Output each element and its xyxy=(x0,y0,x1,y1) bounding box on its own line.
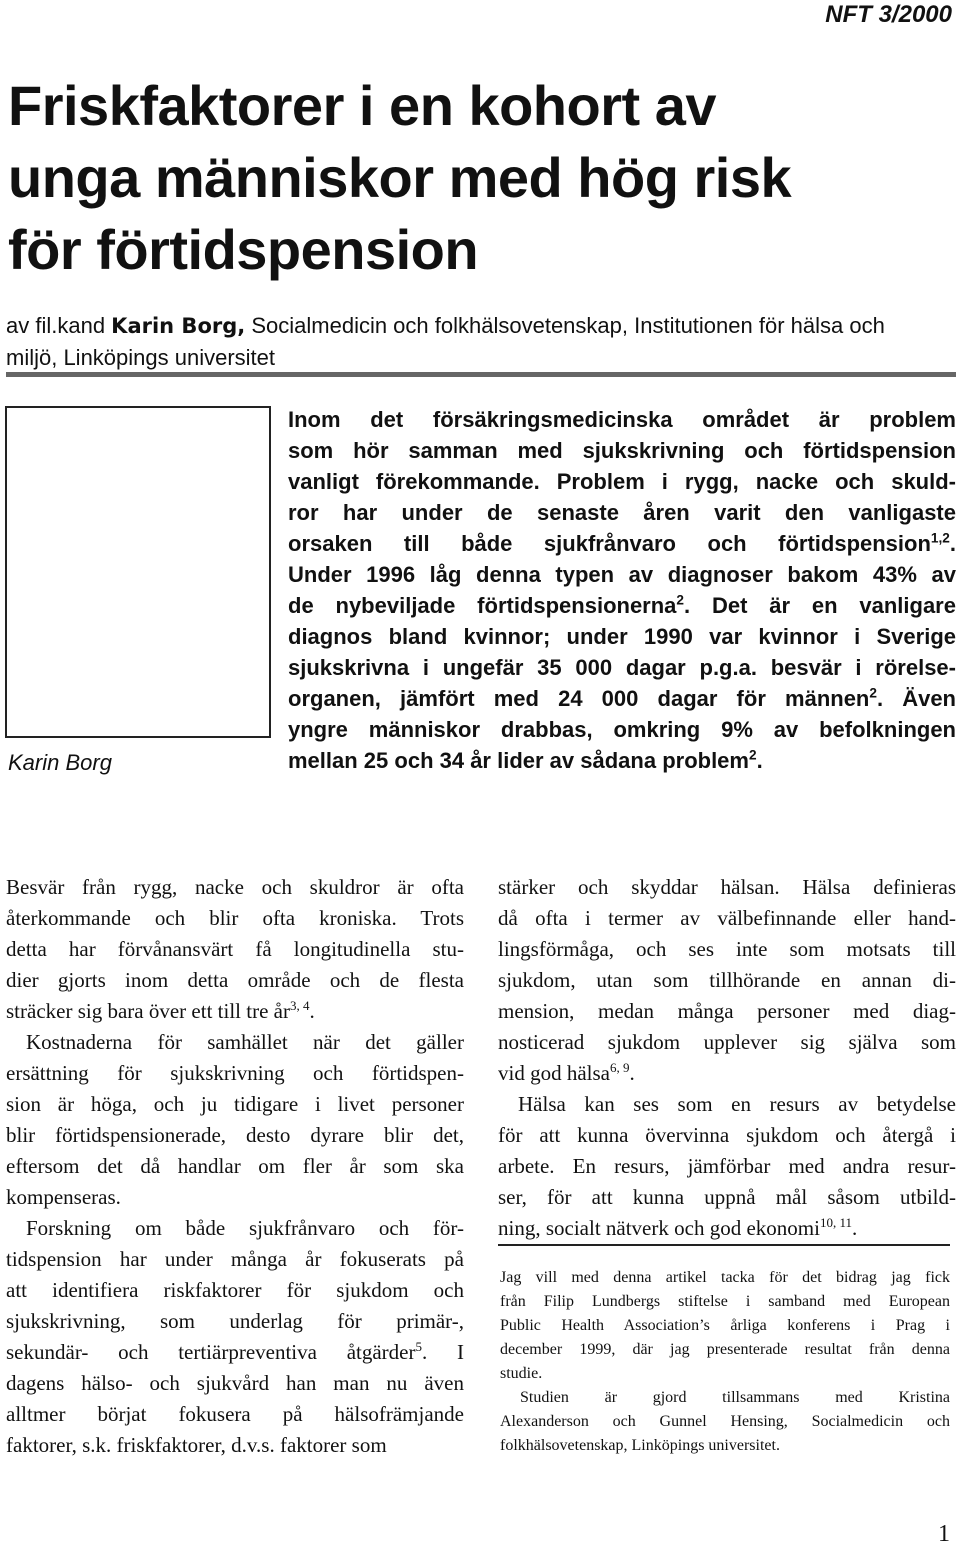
text-line xyxy=(498,1027,956,1058)
text-line xyxy=(498,1058,956,1089)
text-line xyxy=(500,1362,950,1386)
text-segment: sträcker sig bara över ett till tre år xyxy=(6,999,290,1023)
text-line xyxy=(6,1275,464,1306)
text-line xyxy=(498,872,956,903)
text-segment: alltmer börjat fokusera på hälsofrämjande xyxy=(6,1402,464,1426)
text-line xyxy=(288,559,956,590)
text-segment: kompenseras. xyxy=(6,1185,121,1209)
text-segment: Alexanderson och Gunnel Hensing, Socialmedicin och xyxy=(500,1413,950,1430)
text-segment: ersättning för sjukskrivning och förtidspen- xyxy=(6,1061,464,1085)
text-line xyxy=(288,466,956,497)
text-line xyxy=(288,745,956,776)
text-line xyxy=(288,683,956,714)
text-segment: Under 1996 låg denna typen av diagnoser bakom 43% av xyxy=(288,562,956,587)
reference-superscript: 1,2 xyxy=(930,530,950,546)
text-segment: sjukdom, utan som tillhörande en annan di- xyxy=(498,968,956,992)
text-line xyxy=(6,872,464,903)
text-segment: tidspension har under många år fokuserats på xyxy=(6,1247,464,1271)
text-line xyxy=(6,934,464,965)
text-segment: att identifiera riskfaktorer för sjukdom och xyxy=(6,1278,464,1302)
text-segment: Jag vill med denna artikel tacka för det bidrag jag fick xyxy=(500,1269,950,1286)
byline-line xyxy=(6,310,956,342)
acknowledgement-note xyxy=(500,1266,950,1458)
text-line xyxy=(6,1058,464,1089)
text-line xyxy=(288,497,956,528)
text-line xyxy=(498,1120,956,1151)
text-segment: sion är höga, och ju tidigare i livet personer xyxy=(6,1092,464,1116)
reference-superscript: 5 xyxy=(415,1339,422,1354)
text-line xyxy=(498,996,956,1027)
reference-superscript: 6, 9 xyxy=(609,1060,630,1075)
text-segment: Public Health Association’s årliga konferens i Prag i xyxy=(500,1317,950,1334)
text-line xyxy=(6,1213,464,1244)
byline-prefix: av fil.kand xyxy=(6,313,112,338)
text-line xyxy=(6,1027,464,1058)
text-line xyxy=(6,1182,464,1213)
journal-issue: NFT 3/2000 xyxy=(825,1,952,28)
text-line xyxy=(498,1213,956,1244)
text-segment: stärker och skyddar hälsan. Hälsa definieras xyxy=(498,875,956,899)
text-segment: . xyxy=(309,999,315,1023)
text-line xyxy=(6,996,464,1027)
text-line xyxy=(498,965,956,996)
text-segment: då ofta i termer av välbefinnande eller hand- xyxy=(498,906,956,930)
text-line xyxy=(288,435,956,466)
text-segment: . Det är en vanligare xyxy=(684,593,956,618)
text-segment: de nybeviljade förtidspensionerna xyxy=(288,593,677,618)
text-line xyxy=(6,965,464,996)
text-line xyxy=(6,1089,464,1120)
text-segment: mellan 25 och 34 år lider av sådana problem xyxy=(288,748,749,773)
text-segment: december 1999, där jag presenterade resultat från denna xyxy=(500,1341,950,1358)
text-line xyxy=(6,1337,464,1368)
title-line: unga människor med hög risk xyxy=(8,146,792,209)
text-segment: vanligt förekommande. Problem i rygg, nacke och skuld- xyxy=(288,469,956,494)
text-segment: Forskning om både sjukfrånvaro och för- xyxy=(26,1216,464,1240)
text-segment: . xyxy=(756,748,763,773)
title-line: Friskfaktorer i en kohort av xyxy=(8,74,717,137)
author-name: Karin Borg, xyxy=(111,314,246,338)
text-segment: ning, socialt nätverk och god ekonomi xyxy=(498,1216,820,1240)
text-segment: eftersom det då handlar om fler år som ska xyxy=(6,1154,464,1178)
text-line xyxy=(288,714,956,745)
byline-line: miljö, Linköpings universitet xyxy=(6,345,276,370)
text-line xyxy=(6,1368,464,1399)
text-segment: som hör samman med sjukskrivning och förtidspension xyxy=(288,438,956,463)
text-line xyxy=(500,1386,950,1410)
text-segment: Inom det försäkringsmedicinska området är problem xyxy=(288,407,956,432)
text-segment: studie. xyxy=(500,1365,543,1382)
text-line xyxy=(288,621,956,652)
body-column-right xyxy=(498,872,956,1244)
text-segment: diagnos bland kvinnor; under 1990 var kvinnor i Sverige xyxy=(288,624,956,649)
text-line xyxy=(500,1338,950,1362)
text-segment: organen, jämfört med 24 000 dagar för männen xyxy=(288,686,870,711)
photo-caption: Karin Borg xyxy=(8,750,112,775)
reference-superscript: 2 xyxy=(869,685,877,701)
reference-superscript: 2 xyxy=(676,592,684,608)
text-segment: detta har förvånansvärt få longitudinella stu- xyxy=(6,937,464,961)
text-line xyxy=(500,1290,950,1314)
text-segment: lingsförmåga, och ses inte som motsats till xyxy=(498,937,956,961)
note-divider xyxy=(498,1244,950,1246)
text-line xyxy=(6,1430,464,1461)
text-line xyxy=(6,903,464,934)
text-segment: Besvär från rygg, nacke och skuldror är ofta xyxy=(6,875,464,899)
author-photo-frame xyxy=(5,406,271,738)
article-title xyxy=(8,70,948,286)
text-segment: mension, medan många personer med diag- xyxy=(498,999,956,1023)
text-segment: ror har under de senaste åren varit den vanligaste xyxy=(288,500,956,525)
title-divider xyxy=(6,372,956,377)
text-line xyxy=(6,1120,464,1151)
affiliation-text: Socialmedicin och folkhälsovetenskap, Institutionen för hälsa och xyxy=(245,313,885,338)
text-segment: yngre människor drabbas, omkring 9% av befolkningen xyxy=(288,717,956,742)
page-number: 1 xyxy=(938,1521,950,1547)
text-line xyxy=(500,1314,950,1338)
text-segment: för att kunna övervinna sjukdom och återgå i xyxy=(498,1123,956,1147)
text-segment: återkommande och blir ofta kroniska. Trots xyxy=(6,906,464,930)
text-segment: nosticerad sjukdom upplever sig själva som xyxy=(498,1030,956,1054)
text-segment: Kostnaderna för samhället när det gäller xyxy=(26,1030,464,1054)
text-line xyxy=(6,1244,464,1275)
lead-paragraph xyxy=(288,404,956,776)
text-segment: . I xyxy=(422,1340,464,1364)
text-segment: . xyxy=(949,531,956,556)
text-line xyxy=(288,528,956,559)
text-segment: faktorer, s.k. friskfaktorer, d.v.s. faktorer som xyxy=(6,1433,387,1457)
text-line xyxy=(498,1182,956,1213)
text-segment: . xyxy=(629,1061,635,1085)
reference-superscript: 3, 4 xyxy=(289,998,310,1013)
text-segment: sjukskrivning, som underlag för primär-, xyxy=(6,1309,464,1333)
text-segment: arbete. En resurs, jämförbar med andra resur- xyxy=(498,1154,956,1178)
text-line xyxy=(500,1266,950,1290)
reference-superscript: 10, 11 xyxy=(819,1215,852,1230)
text-segment: ser, för att kunna uppnå mål såsom utbild- xyxy=(498,1185,956,1209)
title-line: för förtidspension xyxy=(8,218,479,281)
text-line xyxy=(498,903,956,934)
text-line xyxy=(288,652,956,683)
reference-superscript: 2 xyxy=(748,747,757,763)
text-line xyxy=(500,1434,950,1458)
text-segment: Hälsa kan ses som en resurs av betydelse xyxy=(518,1092,956,1116)
text-segment: Studien är gjord tillsammans med Kristina xyxy=(520,1389,950,1406)
text-segment: dier gjorts inom detta område och de flesta xyxy=(6,968,464,992)
text-segment: sekundär- och tertiärpreventiva åtgärder xyxy=(6,1340,416,1364)
text-segment: . Även xyxy=(876,686,956,711)
text-segment: blir förtidspensionerade, desto dyrare blir det, xyxy=(6,1123,464,1147)
text-segment: orsaken till både sjukfrånvaro och förtidspension xyxy=(288,531,931,556)
text-segment: . xyxy=(852,1216,858,1240)
text-segment: dagens hälso- och sjukvård han man nu även xyxy=(6,1371,464,1395)
byline xyxy=(6,310,956,374)
text-segment: från Filip Lundbergs stiftelse i samband med European xyxy=(500,1293,950,1310)
text-segment: vid god hälsa xyxy=(498,1061,610,1085)
text-line xyxy=(498,934,956,965)
text-line xyxy=(498,1089,956,1120)
text-line xyxy=(288,404,956,435)
text-segment: sjukskrivna i ungefär 35 000 dagar p.g.a. besvär i rörelse- xyxy=(288,655,956,680)
text-line xyxy=(6,1399,464,1430)
body-column-left xyxy=(6,872,464,1461)
text-line xyxy=(288,590,956,621)
text-segment: folkhälsovetenskap, Linköpings universitet. xyxy=(500,1437,780,1454)
text-line xyxy=(500,1410,950,1434)
text-line xyxy=(498,1151,956,1182)
text-line xyxy=(6,1151,464,1182)
text-line xyxy=(6,1306,464,1337)
